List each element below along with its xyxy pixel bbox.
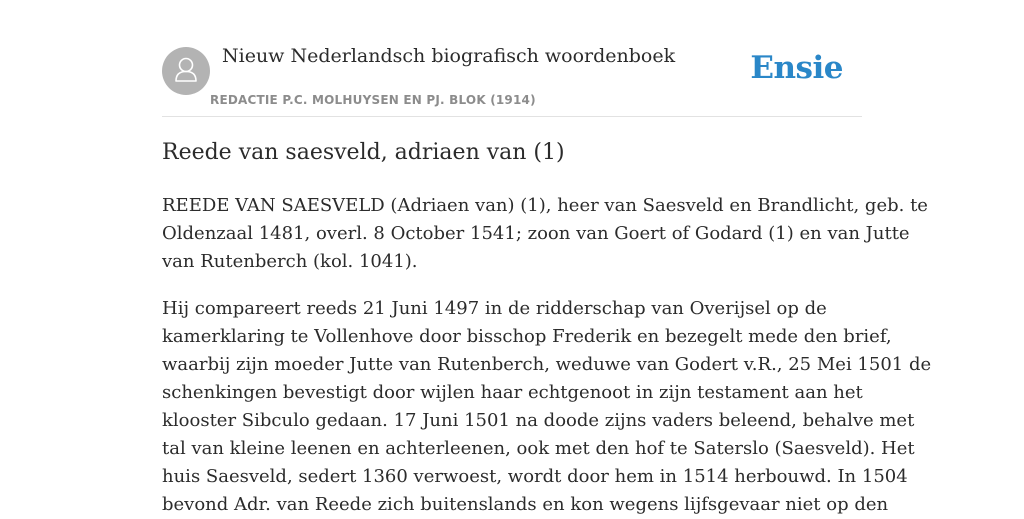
- text-line: van Rutenberch (kol. 1041).: [162, 251, 418, 272]
- book-editors: REDACTIE P.C. MOLHUYSEN EN PJ. BLOK (1914): [210, 93, 536, 107]
- article-page: [162, 0, 932, 515]
- text-line: klooster Sibculo gedaan. 17 Juni 1501 na doode zijns vaders beleend, behalve met: [162, 410, 915, 431]
- ensie-logo[interactable]: Ensie: [750, 50, 843, 86]
- text-line: bevond Adr. van Reede zich buitenslands en kon wegens lijfsgevaar niet op den: [162, 494, 889, 515]
- text-line: tal van kleine leenen en achterleenen, ook met den hof te Saterslo (Saesveld). Het: [162, 438, 915, 459]
- text-line: schenkingen bevestigt door wijlen haar echtgenoot in zijn testament aan het: [162, 382, 863, 403]
- article-paragraph-2: [162, 295, 932, 519]
- text-line: Hij compareert reeds 21 Juni 1497 in de ridderschap van Overijsel op de: [162, 298, 827, 319]
- text-line: REEDE VAN SAESVELD (Adriaen van) (1), heer van Saesveld en Brandlicht, geb. te: [162, 195, 928, 216]
- text-line: Oldenzaal 1481, overl. 8 October 1541; zoon van Goert of Godard (1) en van Jutte: [162, 223, 910, 244]
- article-paragraph-1: [162, 192, 928, 276]
- text-line: huis Saesveld, sedert 1360 verwoest, wordt door hem in 1514 herbouwd. In 1504: [162, 466, 908, 487]
- article-title: Reede van saesveld, adriaen van (1): [162, 140, 565, 165]
- text-line: waarbij zijn moeder Jutte van Rutenberch, weduwe van Godert v.R., 25 Mei 1501 de: [162, 354, 932, 375]
- text-line: kamerklaring te Vollenhove door bisschop Frederik en bezegelt mede den brief,: [162, 326, 892, 347]
- book-header: [162, 0, 862, 117]
- book-title[interactable]: Nieuw Nederlandsch biografisch woordenboek: [222, 45, 676, 67]
- user-icon: [162, 47, 210, 95]
